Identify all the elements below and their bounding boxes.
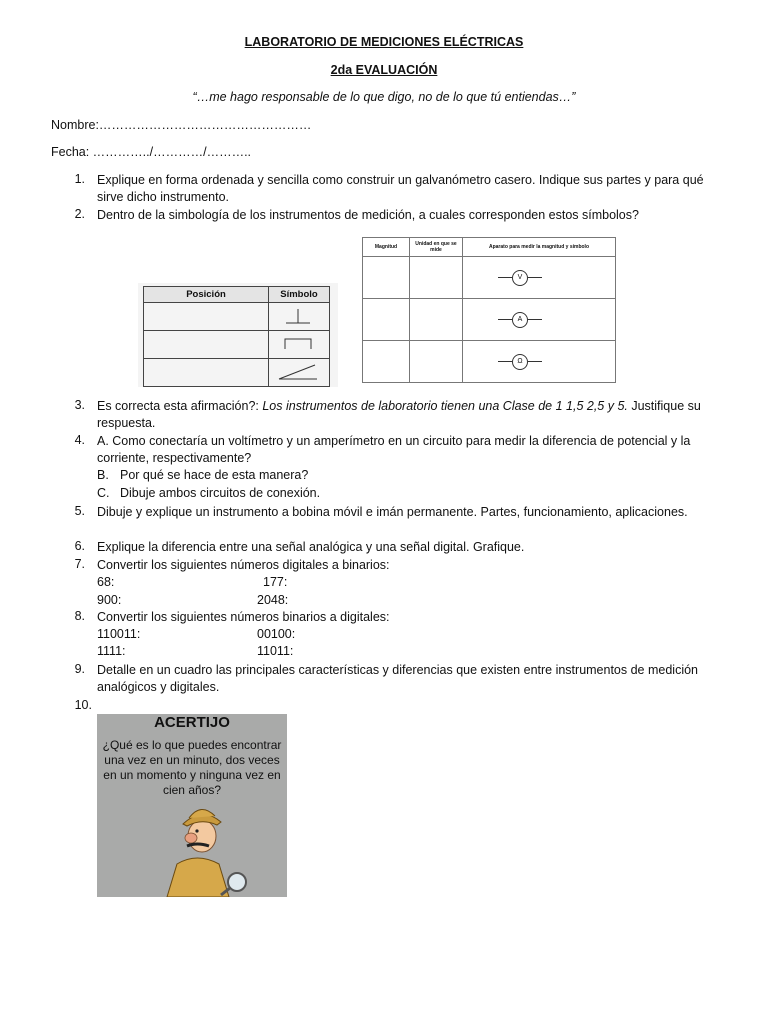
riddle-text: ¿Qué es lo que puedes encontrar una vez en un minuto, dos veces en un momento y ninguna vez en cien años? (102, 738, 282, 797)
magnitude-header: Magnitud (363, 238, 410, 257)
symbol-cell-vertical (269, 303, 330, 331)
document-quote: “…me hago responsable de lo que digo, no de lo que tú entiendas…” (192, 90, 576, 104)
q8-item-a: 110011: (97, 627, 141, 641)
q7-item-b: 177: (263, 575, 288, 589)
symbol-header: Símbolo (269, 287, 330, 303)
symbol-cell-horizontal (269, 331, 330, 359)
q8-number: 8. (74, 609, 85, 623)
name-field: Nombre:…………………………………………… (51, 118, 312, 132)
q7-number: 7. (74, 557, 85, 571)
q4-b-text: Por qué se hace de esta manera? (120, 468, 309, 482)
voltmeter-cell (463, 257, 616, 299)
q4-number: 4. (74, 433, 85, 447)
vertical-position-icon (269, 303, 329, 327)
position-cell (144, 303, 269, 331)
magnitude-table (362, 237, 616, 383)
unit-header: Unidad en que se mide (410, 238, 463, 257)
q3-text: Es correcta esta afirmación?: Los instrumentos de laboratorio tienen una Clase de 1 1,5 2,5 y 5. Justifique su respuesta. (97, 399, 701, 430)
q5-number: 5. (74, 504, 85, 518)
q5-text: Dibuje y explique un instrumento a bobina móvil e imán permanente. Partes, funcionamiento, aplicaciones. (97, 505, 688, 519)
horizontal-position-icon (269, 331, 329, 355)
q7-item-a: 68: (97, 575, 115, 589)
position-table-image (138, 283, 338, 387)
q7-text: Convertir los siguientes números digitales a binarios: (97, 558, 390, 572)
magnitude-table-image (362, 237, 618, 385)
q6-text: Explique la diferencia entre una señal analógica y una señal digital. Grafique. (97, 540, 525, 554)
q1-text: Explique en forma ordenada y sencilla como construir un galvanómetro casero. Indique sus partes y para qué sirve dicho instrumento. (97, 173, 704, 204)
q9-number: 9. (74, 662, 85, 676)
position-cell (144, 359, 269, 387)
riddle-image (97, 714, 287, 897)
q3-number: 3. (74, 398, 85, 412)
q8-item-d: 11011: (257, 644, 294, 658)
q9-text: Detalle en un cuadro las principales características y diferencias que existen entre instrumentos de medición analógicos y digitales. (97, 663, 699, 694)
riddle-title: ACERTIJO (154, 714, 230, 731)
voltmeter-icon: V (498, 270, 542, 286)
document-title: LABORATORIO DE MEDICIONES ELÉCTRICAS (244, 35, 524, 49)
q2-text: Dentro de la simbología de los instrumentos de medición, a cuales corresponden estos símbolos? (97, 208, 639, 222)
document-subtitle: 2da EVALUACIÓN (330, 63, 438, 77)
ammeter-icon: A (498, 312, 542, 328)
detective-icon (97, 714, 287, 897)
q4-c-letter: C. (97, 486, 110, 500)
q1-number: 1. (74, 172, 85, 186)
ohmmeter-cell (463, 341, 616, 383)
symbol-cell-inclined (269, 359, 330, 387)
q6-number: 6. (74, 539, 85, 553)
q4-b-letter: B. (97, 468, 109, 482)
q8-item-c: 1111: (97, 644, 126, 658)
position-header: Posición (144, 287, 269, 303)
q8-item-b: 00100: (257, 627, 296, 641)
ammeter-cell (463, 299, 616, 341)
q4-text: A. Como conectaría un voltímetro y un amperímetro en un circuito para medir la diferencia de potencial y la corriente, respectivamente? (97, 434, 691, 465)
q7-item-c: 900: (97, 593, 122, 607)
position-table (143, 286, 330, 387)
date-field: Fecha: …………../…………/……….. (51, 145, 252, 159)
instrument-header: Aparato para medir la magnitud y símbolo (463, 238, 616, 257)
q8-text: Convertir los siguientes números binarios a digitales: (97, 610, 390, 624)
q10-number: 10. (74, 698, 92, 712)
q4-c-text: Dibuje ambos circuitos de conexión. (120, 486, 321, 500)
ohmmeter-icon: Ω (498, 354, 542, 370)
position-cell (144, 331, 269, 359)
inclined-position-icon (269, 359, 329, 383)
q2-number: 2. (74, 207, 85, 221)
q7-item-d: 2048: (257, 593, 289, 607)
